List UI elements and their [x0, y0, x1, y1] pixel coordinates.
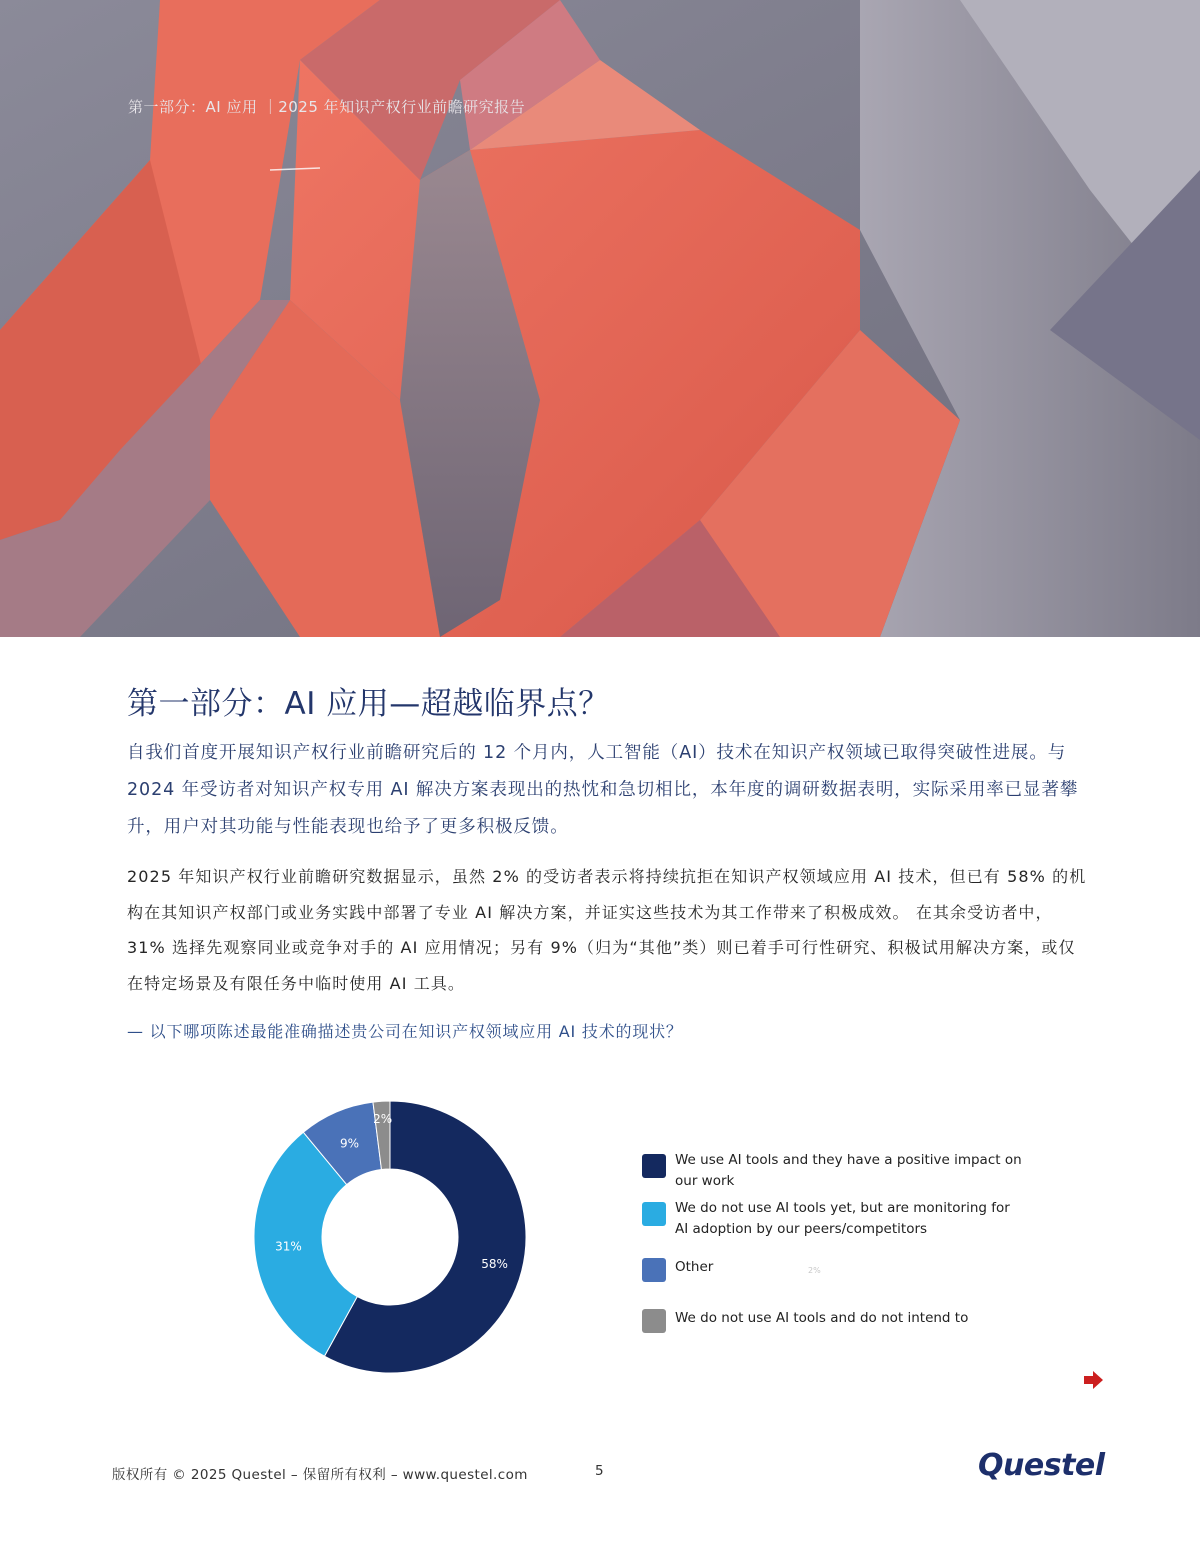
legend-swatch: [642, 1258, 666, 1282]
legend-label: We do not use AI tools yet, but are monitoring for AI adoption by our peers/competitors: [675, 1200, 1010, 1237]
body-paragraph: 2025 年知识产权行业前瞻研究数据显示，虽然 2% 的受访者表示将持续抗拒在知识产权领域应用 AI 技术，但已有 58% 的机构在其知识产权部门或业务实践中部署了专业 AI 解决方案，并证实这些技术为其工作带来了积极成效。 在其余受访者中，31% 选择先观察同业或竞争对手的 AI 应用情况；另有 9%（归为“其他”类）则已着手可行性研究、积极试用解决方案，或仅在特定场景及有限任务中临时使用 AI 工具。: [127, 867, 1087, 993]
section-title: 第一部分：AI 应用—超越临界点？: [127, 686, 610, 722]
survey-question: — 以下哪项陈述最能准确描述贵公司在知识产权领域应用 AI 技术的现状？: [127, 1022, 683, 1041]
legend-label: We do not use AI tools and do not intend to: [675, 1310, 969, 1326]
legend-label: Other: [675, 1259, 714, 1275]
donut-chart: [250, 1092, 540, 1382]
slice-data-label: 9%: [339, 1136, 360, 1151]
legend-item-monitoring: [642, 1198, 1025, 1240]
intro-paragraph: 自我们首度开展知识产权行业前瞻研究后的 12 个月内，人工智能（AI）技术在知识产权领域已取得突破性进展。与 2024 年受访者对知识产权专用 AI 解决方案表现出的热忱和急切相比，本年度的调研数据表明，实际采用率已显著攀升，用户对其功能与性能表现也给予了更多积极反馈。: [127, 743, 1079, 837]
slice-data-label: 2%: [373, 1112, 393, 1127]
legend-swatch: [642, 1154, 666, 1178]
legend-swatch: [642, 1309, 666, 1333]
questel-logo: Questel: [978, 1448, 1105, 1483]
legend-item-not-intend: [642, 1305, 1025, 1333]
footer-copyright: 版权所有 © 2025 Questel – 保留所有权利 – www.questel.com: [112, 1467, 528, 1483]
legend-label: We use AI tools and they have a positive impact on our work: [675, 1152, 1022, 1189]
legend-swatch: [642, 1202, 666, 1226]
slice-data-label: 31%: [275, 1239, 302, 1254]
slice-data-label: 58%: [481, 1256, 508, 1271]
running-header: 第一部分：AI 应用 ｜2025 年知识产权行业前瞻研究报告: [128, 98, 526, 116]
faint-note: 2%: [808, 1266, 821, 1275]
page-number: 5: [595, 1463, 604, 1479]
legend-item-positive-impact: [642, 1150, 1025, 1192]
legend-item-other: [642, 1254, 1025, 1282]
next-arrow-icon[interactable]: [1084, 1371, 1104, 1389]
